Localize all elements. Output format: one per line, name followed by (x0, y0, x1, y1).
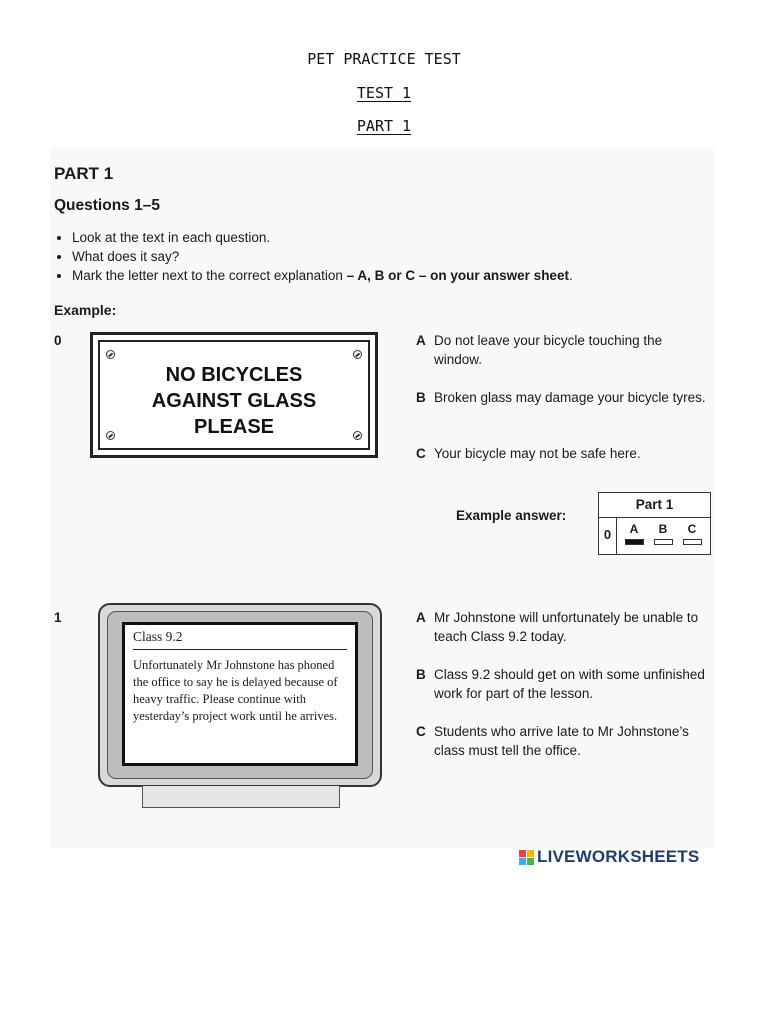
answer-mark-empty (654, 539, 673, 545)
question-option-c (416, 722, 711, 760)
option-text: Class 9.2 should get on with some unfinished work for part of the lesson. (434, 667, 705, 701)
answer-letter: A (629, 522, 639, 536)
question-option-b (416, 665, 711, 703)
answer-row-number: 0 (599, 517, 617, 554)
answer-mark-empty (683, 539, 702, 545)
logo-square (527, 850, 534, 857)
option-text: Students who arrive late to Mr Johnstone’s class must tell the office. (434, 724, 689, 758)
option-letter: A (416, 610, 426, 625)
sign-line: NO BICYCLES (165, 364, 303, 386)
option-letter: A (416, 333, 426, 348)
question-number: 1 (54, 610, 62, 625)
instruction-item: • What does it say? (72, 247, 712, 266)
page-title: PET PRACTICE TEST (307, 50, 461, 68)
logo-icon (519, 850, 534, 865)
option-letter: B (416, 667, 426, 682)
answer-letter: C (687, 522, 697, 536)
example-label: Example: (54, 302, 117, 318)
answer-option-a (623, 523, 645, 545)
sign-line: PLEASE (193, 416, 275, 438)
instructions-list (54, 228, 712, 285)
instruction-item: • Look at the text in each question. (72, 228, 712, 247)
instruction-item (72, 266, 712, 285)
logo-text: LIVEWORKSHEETS (537, 847, 700, 866)
option-letter: B (416, 390, 426, 405)
question-option-a (416, 608, 711, 646)
screw-icon (106, 350, 115, 359)
sign-text (100, 362, 368, 440)
answer-sheet-box (598, 492, 711, 555)
screen-title: Class 9.2 (133, 629, 347, 650)
computer-monitor (98, 603, 382, 787)
option-text: Broken glass may damage your bicycle tyres. (434, 390, 706, 405)
option-text: Your bicycle may not be safe here. (434, 446, 641, 461)
answer-box-header: Part 1 (599, 493, 710, 518)
screw-icon (353, 350, 362, 359)
sign-line: AGAINST GLASS (151, 390, 317, 412)
answer-option-c (681, 523, 703, 545)
answer-mark-filled (625, 539, 644, 545)
monitor-screen (122, 622, 358, 766)
part-title: PART 1 (54, 164, 114, 183)
answer-option-b (652, 523, 674, 545)
answer-letter: B (658, 522, 668, 536)
example-option-c (416, 444, 711, 463)
logo-square (519, 850, 526, 857)
liveworksheets-logo[interactable] (519, 846, 699, 868)
option-text: Do not leave your bicycle touching the window. (434, 333, 663, 367)
logo-square (519, 858, 526, 865)
instruction-text: Mark the letter next to the correct explanation (72, 268, 347, 283)
example-option-b (416, 388, 711, 407)
example-option-a (416, 331, 711, 369)
example-answer-label: Example answer: (456, 508, 567, 523)
instruction-bold: – A, B or C – on your answer sheet (346, 268, 569, 283)
option-text: Mr Johnstone will unfortunately be unable to teach Class 9.2 today. (434, 610, 699, 644)
part-heading: PART 1 (356, 117, 412, 135)
example-number: 0 (54, 333, 62, 348)
instruction-end: . (568, 268, 573, 283)
monitor-stand (142, 786, 340, 808)
option-letter: C (416, 724, 426, 739)
option-letter: C (416, 446, 426, 461)
logo-square (527, 858, 534, 865)
screen-message: Unfortunately Mr Johnstone has phoned the office to say he is delayed because of heavy traffic. Please continue with yesterday’s project work until he arrives. (133, 658, 338, 723)
test-heading: TEST 1 (356, 84, 412, 102)
questions-title: Questions 1–5 (54, 197, 160, 214)
no-bicycles-sign (90, 332, 378, 458)
